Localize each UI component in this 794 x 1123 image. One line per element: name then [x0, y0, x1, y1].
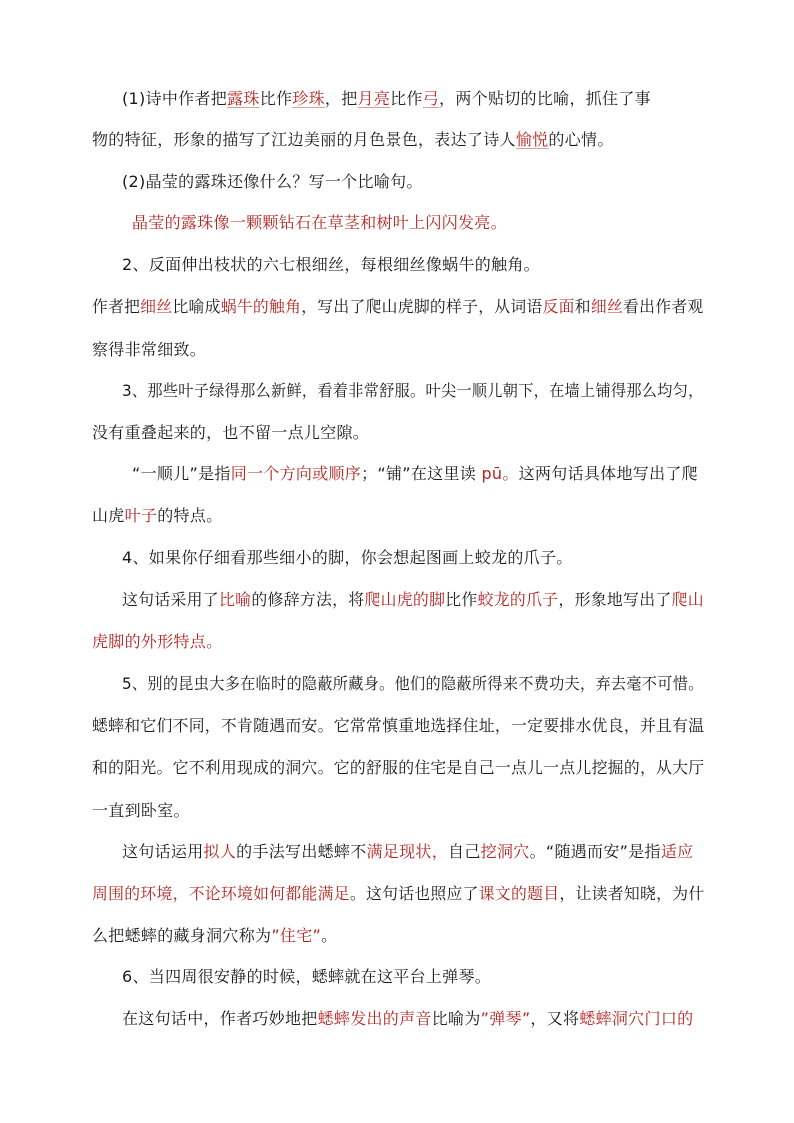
- text-line: [92, 296, 704, 318]
- text-line: [92, 715, 704, 737]
- line-text: 看出作者观: [623, 297, 704, 316]
- text-line: [122, 171, 423, 193]
- line-text: 自己: [448, 842, 481, 861]
- line-text: 。“随遇而安”是指: [529, 842, 661, 861]
- text-line: [122, 673, 704, 695]
- line-text: 的手法写出蟋蟀不: [236, 842, 367, 861]
- highlighted-text: 周围的环境，不论环境如何都能满足: [92, 884, 350, 903]
- line-text: 和的阳光。它不利用现成的洞穴。它的舒服的住宅是自己一点儿一点儿挖掘的，从大厅: [92, 758, 705, 777]
- highlighted-text: pū。: [481, 464, 519, 483]
- highlighted-text: 课文的题目: [478, 884, 560, 903]
- highlighted-text: 同一个方向或顺序: [230, 464, 362, 483]
- text-line: [122, 1008, 693, 1030]
- text-line: [132, 463, 698, 485]
- line-text: 比作: [445, 590, 478, 609]
- line-text: ，把: [324, 89, 358, 108]
- line-text: ，形象地写出了: [558, 590, 672, 609]
- text-line: [92, 757, 704, 779]
- line-text: 这句话运用: [122, 842, 204, 861]
- highlighted-text: 细丝: [590, 297, 624, 316]
- text-line: [92, 129, 614, 151]
- highlighted-text: 适应: [660, 842, 694, 861]
- line-text: ；“铺”在这里读: [361, 464, 482, 483]
- highlighted-text: 弓: [422, 89, 440, 108]
- text-line: [132, 212, 507, 234]
- line-text: 比喻成: [172, 297, 221, 316]
- line-text: 在这句话中，作者巧妙地把: [122, 1009, 318, 1028]
- line-text: 。这句话也照应了: [349, 884, 479, 903]
- line-text: 没有重叠起来的，也不留一点儿空隙。: [92, 423, 370, 442]
- text-line: [92, 883, 704, 905]
- text-line: [122, 254, 540, 276]
- line-text: 比喻为: [431, 1009, 481, 1028]
- text-line: [92, 631, 222, 653]
- line-text: 蟋蟀和它们不同，不肯随遇而安。它常常慎重地选择住址，一定要排水优良，并且有温: [92, 716, 705, 735]
- line-text: 和: [574, 297, 591, 316]
- line-text: 。: [321, 926, 338, 945]
- highlighted-text: 爬山: [671, 590, 704, 609]
- line-text: 3、那些叶子绿得那么新鲜，看着非常舒服。叶尖一顺儿朝下，在墙上铺得那么均匀，: [122, 381, 704, 400]
- line-text: ，让读者知晓，为什: [559, 884, 705, 903]
- highlighted-text: 虎脚的外形特点。: [92, 632, 223, 651]
- highlighted-text: 满足现状，: [366, 842, 449, 861]
- highlighted-text: 蟋蟀洞穴门口的: [579, 1009, 694, 1028]
- highlighted-text: 拟人: [203, 842, 237, 861]
- line-text: “一顺儿”是指: [132, 464, 231, 483]
- highlighted-text: 蛟龙的爪子: [477, 590, 559, 609]
- line-text: 6、当四周很安静的时候，蟋蟀就在这平台上弹琴。: [122, 967, 492, 986]
- line-text: (2)晶莹的露珠还像什么？写一个比喻句。: [122, 172, 423, 191]
- line-text: 2、反面伸出枝状的六七根细丝，每根细丝像蜗牛的触角。: [122, 255, 540, 274]
- text-line: [92, 800, 190, 822]
- highlighted-text: 比喻: [218, 590, 252, 609]
- line-text: 的特点。: [157, 506, 223, 525]
- line-text: 比作: [390, 89, 423, 108]
- highlighted-text: 蟋蟀发出的声音: [317, 1009, 432, 1028]
- line-text: 5、别的昆虫大多在临时的隐蔽所藏身。他们的隐蔽所得来不费功夫，弃去毫不可惜。: [122, 674, 704, 693]
- text-line: [92, 339, 206, 361]
- line-text: 作者把: [92, 297, 141, 316]
- text-line: [92, 925, 337, 947]
- line-text: 山虎: [92, 506, 125, 525]
- line-text: 的修辞方法，将: [251, 590, 365, 609]
- line-text: (1)诗中作者把: [122, 89, 228, 108]
- highlighted-text: ”弹琴”: [480, 1009, 531, 1028]
- highlighted-text: 珍珠: [292, 89, 325, 108]
- highlighted-text: 爬山虎的脚: [364, 590, 446, 609]
- text-line: [122, 966, 491, 988]
- text-line: [122, 589, 704, 611]
- highlighted-text: 月亮: [357, 89, 391, 108]
- line-text: 一直到卧室。: [92, 801, 190, 820]
- highlighted-text: 蜗牛的触角: [220, 297, 302, 316]
- highlighted-text: 叶子: [124, 506, 158, 525]
- line-text: ，两个贴切的比喻，抓住了事: [439, 89, 651, 108]
- highlighted-text: 露珠: [227, 89, 260, 108]
- text-line: [122, 88, 651, 110]
- line-text: 察得非常细致。: [92, 340, 207, 359]
- line-text: 这两句话具体地写出了爬: [518, 464, 698, 483]
- text-line: [122, 380, 704, 402]
- text-line: [92, 505, 222, 527]
- text-line: [122, 841, 693, 863]
- line-text: 的心情。: [548, 130, 614, 149]
- line-text: 这句话采用了: [122, 590, 219, 609]
- highlighted-text: 晶莹的露珠像一颗颗钻石在草茎和树叶上闪闪发亮。: [132, 213, 507, 232]
- line-text: 物的特征，形象的描写了江边美丽的月色景色，表达了诗人: [92, 130, 516, 149]
- text-line: [92, 422, 369, 444]
- highlighted-text: 细丝: [140, 297, 173, 316]
- highlighted-text: ”住宅”: [271, 926, 322, 945]
- line-text: 比作: [259, 89, 293, 108]
- highlighted-text: 反面: [542, 297, 575, 316]
- text-line: [122, 547, 573, 569]
- line-text: ，写出了爬山虎脚的样子，从词语: [301, 297, 543, 316]
- line-text: 么把蟋蟀的藏身洞穴称为: [92, 926, 272, 945]
- line-text: 4、如果你仔细看那些细小的脚，你会想起图画上蛟龙的爪子。: [122, 548, 573, 567]
- highlighted-text: 愉悦: [515, 130, 549, 149]
- highlighted-text: 挖洞穴: [480, 842, 530, 861]
- line-text: ，又将: [530, 1009, 580, 1028]
